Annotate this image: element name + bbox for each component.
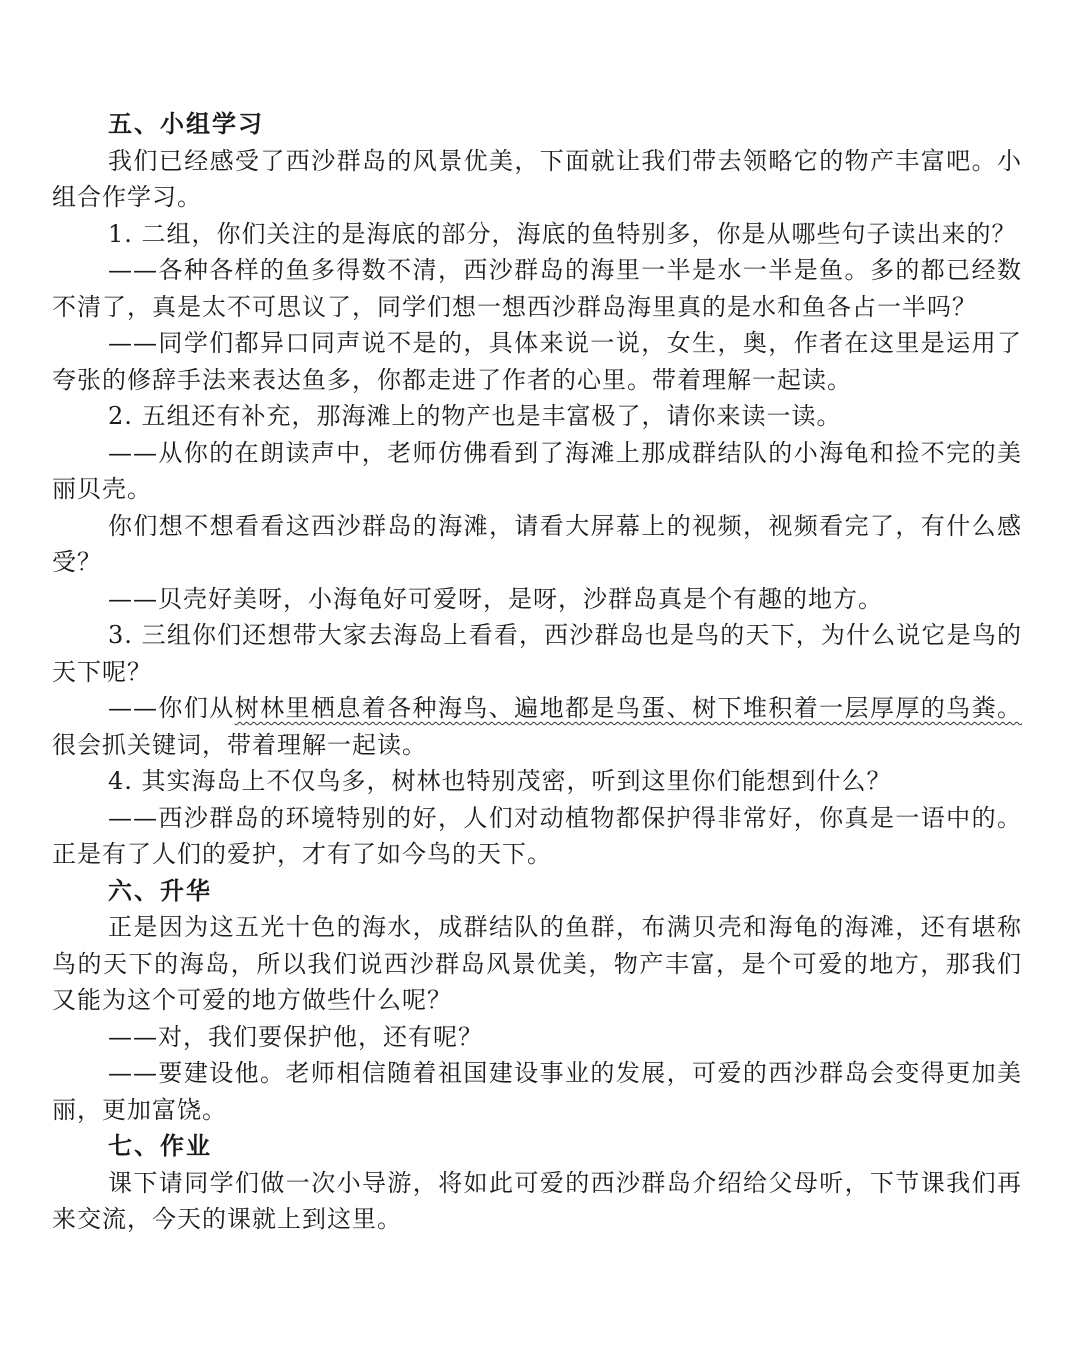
section-6-title: 六、升华 — [108, 876, 212, 905]
question-3: 3. 三组你们还想带大家去海岛上看看，西沙群岛也是鸟的天下，为什么说它是鸟的天下呢？ — [52, 621, 1022, 686]
question-2: 2. 五组还有补充，那海滩上的物产也是丰富极了，请你来读一读。 — [108, 402, 842, 430]
section-6-paragraph-3: ——要建设他。老师相信随着祖国建设事业的发展，可爱的西沙群岛会变得更加美丽，更加富饶。 — [52, 1059, 1022, 1124]
answer-3-suffix: 很会抓关键词，带着理解一起读。 — [52, 730, 427, 759]
section-7-title: 七、作业 — [108, 1132, 212, 1160]
answer-4: ——西沙群岛的环境特别的好，人们对动植物都保护得非常好，你真是一语中的。正是有了人们的爱护，才有了如今鸟的天下。 — [52, 803, 1022, 868]
answer-1a: ——各种各样的鱼多得数不清，西沙群岛的海里一半是水一半是鱼。多的都已经数不清了，真是太不可思议了，同学们想一想西沙群岛海里真的是水和鱼各占一半吗？ — [52, 256, 1022, 321]
section-6-paragraph-1: 正是因为这五光十色的海水，成群结队的鱼群，布满贝壳和海龟的海滩，还有堪称鸟的天下的海岛，所以我们说西沙群岛风景优美，物产丰富，是个可爱的地方，那我们又能为这个可爱的地方做些什么呢？ — [52, 913, 1022, 1014]
answer-3-prefix: ——你们从 — [108, 694, 235, 722]
answer-1b: ——同学们都异口同声说不是的，具体来说一说，女生，奥，作者在这里是运用了夸张的修辞手法来表达鱼多，你都走进了作者的心里。带着理解一起读。 — [52, 329, 1022, 394]
question-1: 1. 二组，你们关注的是海底的部分，海底的鱼特别多，你是从哪些句子读出来的？ — [108, 219, 1017, 248]
answer-2c: ——贝壳好美呀，小海龟好可爱呀，是呀，沙群岛真是个有趣的地方。 — [108, 584, 883, 613]
question-4: 4. 其实海岛上不仅鸟多，树林也特别茂密，听到这里你们能想到什么？ — [108, 767, 892, 795]
section-5-title: 五、小组学习 — [108, 110, 264, 138]
section-7-paragraph-1: 课下请同学们做一次小导游，将如此可爱的西沙群岛介绍给父母听，下节课我们再来交流，今天的课就上到这里。 — [52, 1168, 1022, 1233]
answer-2a: ——从你的在朗读声中，老师仿佛看到了海滩上那成群结队的小海龟和捡不完的美丽贝壳。 — [52, 438, 1022, 503]
section-5-intro: 我们已经感受了西沙群岛的风景优美，下面就让我们带去领略它的物产丰富吧。小组合作学习。 — [52, 146, 1022, 211]
answer-3 — [52, 690, 1022, 763]
section-6-paragraph-2: ——对，我们要保护他，还有呢？ — [108, 1022, 483, 1051]
answer-3-underlined-quote: 树林里栖息着各种海鸟、遍地都是鸟蛋、树下堆积着一层厚厚的鸟粪。 — [234, 694, 1023, 722]
answer-2b: 你们想不想看看这西沙群岛的海滩，请看大屏幕上的视频，视频看完了，有什么感受？ — [52, 511, 1022, 576]
